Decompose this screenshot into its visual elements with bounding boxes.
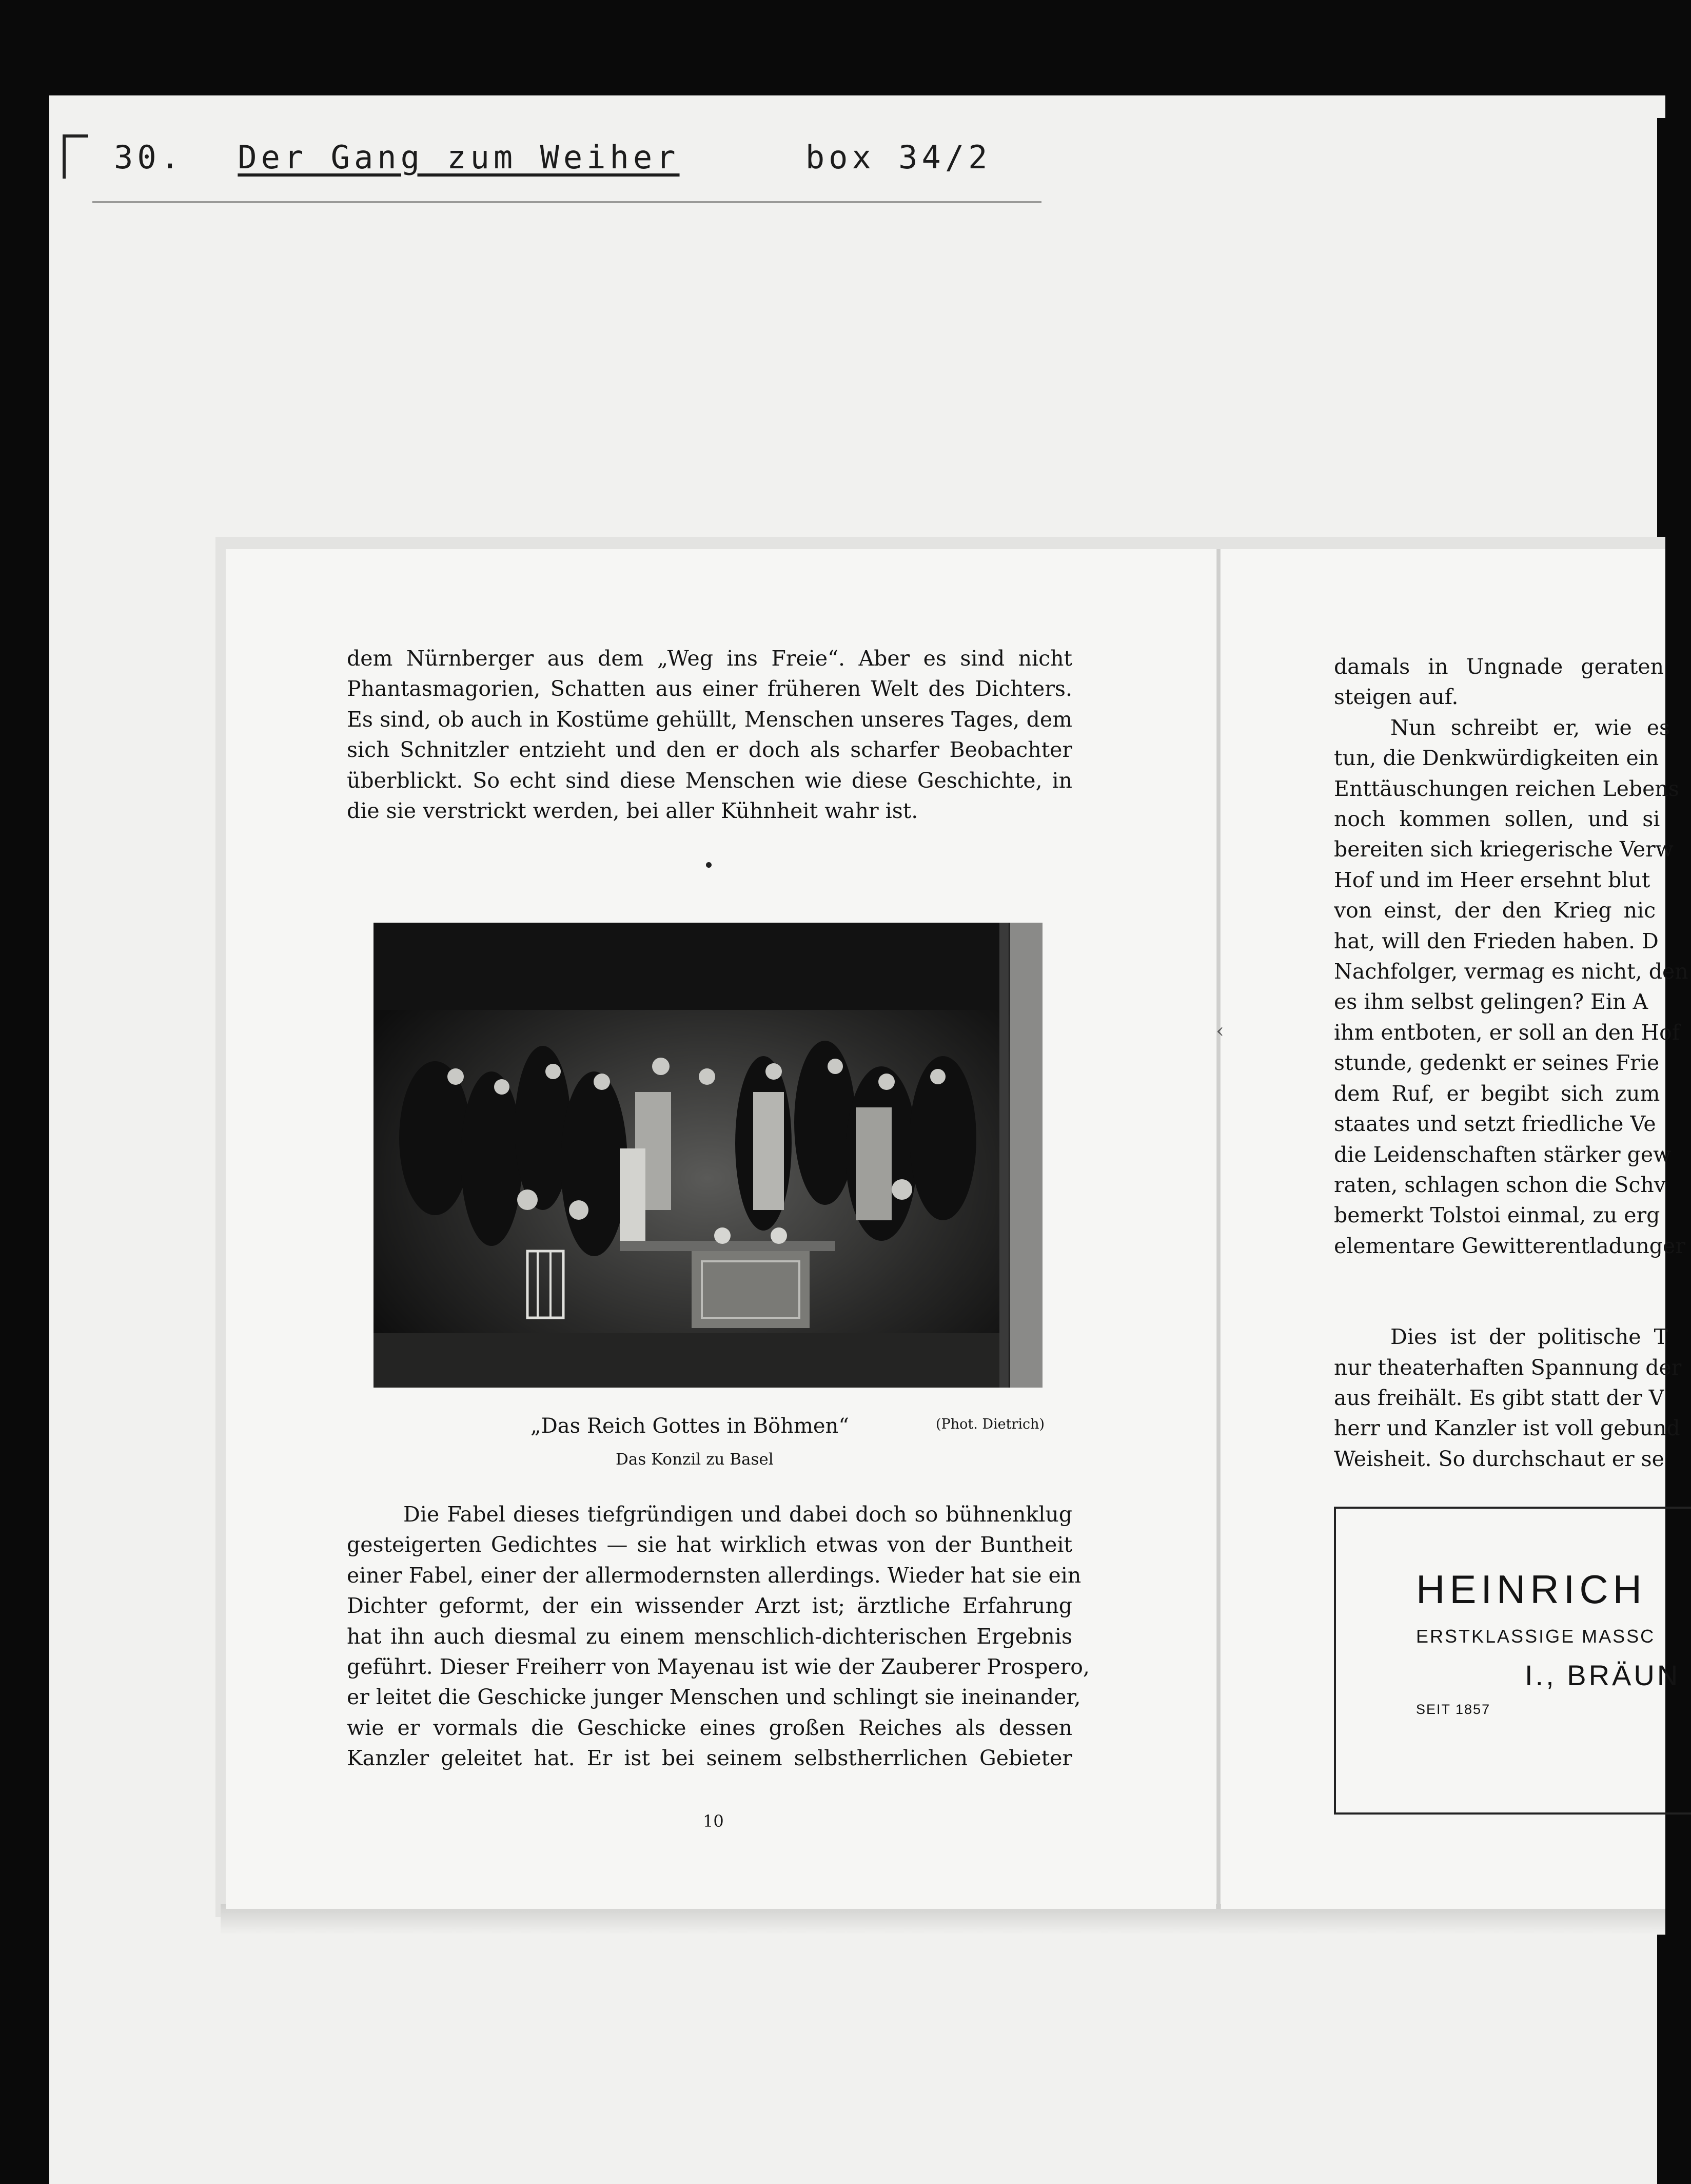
text-line: damals in Ungnade geraten [1334,654,1664,679]
text-line: bemerkt Tolstoi einmal, zu erg [1334,1203,1660,1228]
text-line: Nachfolger, vermag es nicht, den [1334,959,1688,984]
right-paragraph-3 [1334,1322,1691,1474]
text-line: Dies ist der politische T [1390,1324,1668,1350]
stage-photograph [373,923,1043,1388]
left-paragraph-2 [347,1499,1090,1774]
text-line: aus freihält. Es gibt statt der V [1334,1385,1664,1410]
text-line: hat ihn auch diesmal zu einem menschlich-dichterischen Ergebnis [347,1624,1072,1649]
text-line: die sie verstrickt werden, bei aller Kühnheit wahr ist. [347,798,918,824]
text-line: Die Fabel dieses tiefgründigen und dabei doch so bühnenklug [403,1502,1072,1527]
text-line: elementare Gewitterentladunger [1334,1233,1685,1258]
text-line: Kanzler geleitet hat. Er ist bei seinem selbstherrlichen Gebieter [347,1746,1072,1771]
text-line: wie er vormals die Geschicke eines großen Reiches als dessen [347,1715,1072,1740]
text-line: Dichter geformt, der ein wissender Arzt ist; ärztliche Erfahrung [347,1593,1072,1619]
text-line: Nun schreibt er, wie es [1390,715,1670,740]
corner-bracket [63,134,88,179]
advertisement-box [1334,1507,1691,1815]
header-rule [92,201,1041,203]
photo-credit: (Phot. Dietrich) [936,1416,1045,1432]
text-line: es ihm selbst gelingen? Ein A [1334,989,1648,1015]
text-line: steigen auf. [1334,685,1459,710]
text-line: Weisheit. So durchschaut er se [1334,1446,1664,1471]
text-line: gesteigerten Gedichtes — sie hat wirklich etwas von der Buntheit [347,1532,1072,1557]
margin-mark: ‹ [1216,1019,1224,1043]
text-line: dem Ruf, er begibt sich zum [1334,1081,1660,1106]
archive-number: 30. [114,139,184,176]
text-line: noch kommen sollen, und si [1334,807,1660,832]
text-line: sich Schnitzler entzieht und den er doch als scharfer Beobachter [347,737,1072,763]
text-line: Hof und im Heer ersehnt blut [1334,867,1650,892]
text-line: raten, schlagen schon die Schv [1334,1172,1666,1197]
ad-tagline: ERSTKLASSIGE MASSC [1416,1626,1656,1647]
right-paragraph-1 [1334,652,1691,713]
text-line: überblickt. So echt sind diese Menschen wie diese Geschichte, in [347,768,1072,793]
page-fold [1217,549,1220,1909]
text-line: bereiten sich kriegerische Verw [1334,837,1674,862]
ad-since: SEIT 1857 [1416,1702,1491,1717]
text-line: dem Nürnberger aus dem „Weg ins Freie“. Aber es sind nicht [347,646,1072,671]
text-line: er leitet die Geschicke junger Menschen und schlingt sie ineinander, [347,1685,1081,1710]
text-line: herr und Kanzler ist voll gebund [1334,1416,1680,1441]
text-line: Enttäuschungen reichen Lebens [1334,776,1679,801]
ad-location: I., BRÄUN [1525,1659,1681,1691]
archive-title: Der Gang zum Weiher [238,139,680,176]
left-paragraph-1 [347,644,1072,826]
section-dot [706,862,712,868]
text-line: die Leidenschaften stärker gew [1334,1142,1672,1167]
text-line: hat, will den Frieden haben. D [1334,928,1659,953]
right-paragraph-2 [1334,713,1691,1261]
text-line: einer Fabel, einer der allermodernsten allerdings. Wieder hat sie ein [347,1563,1082,1588]
text-line: nur theaterhaften Spannung der [1334,1355,1682,1380]
text-line: Phantasmagorien, Schatten aus einer früheren Welt des Dichters. [347,676,1072,701]
ad-name: HEINRICH [1416,1567,1647,1612]
photo-caption: „Das Reich Gottes in Böhmen“ [530,1414,849,1438]
text-line: stunde, gedenkt er seines Frie [1334,1050,1660,1076]
archive-box-label: box 34/2 [805,139,992,176]
page-number: 10 [703,1811,724,1831]
text-line: Es sind, ob auch in Kostüme gehüllt, Menschen unseres Tages, dem [347,707,1072,732]
text-line: tun, die Denkwürdigkeiten ein [1334,746,1659,771]
text-line: ihm entboten, er soll an den Hof [1334,1020,1680,1045]
archive-header [114,139,991,176]
text-line: geführt. Dieser Freiherr von Mayenau ist wie der Zauberer Prospero, [347,1654,1090,1680]
photo-subcaption: Das Konzil zu Basel [616,1450,774,1469]
text-line: staates und setzt friedliche Ve [1334,1112,1656,1137]
stage-scene-image [373,923,1043,1388]
text-line: von einst, der den Krieg nic [1334,898,1656,923]
